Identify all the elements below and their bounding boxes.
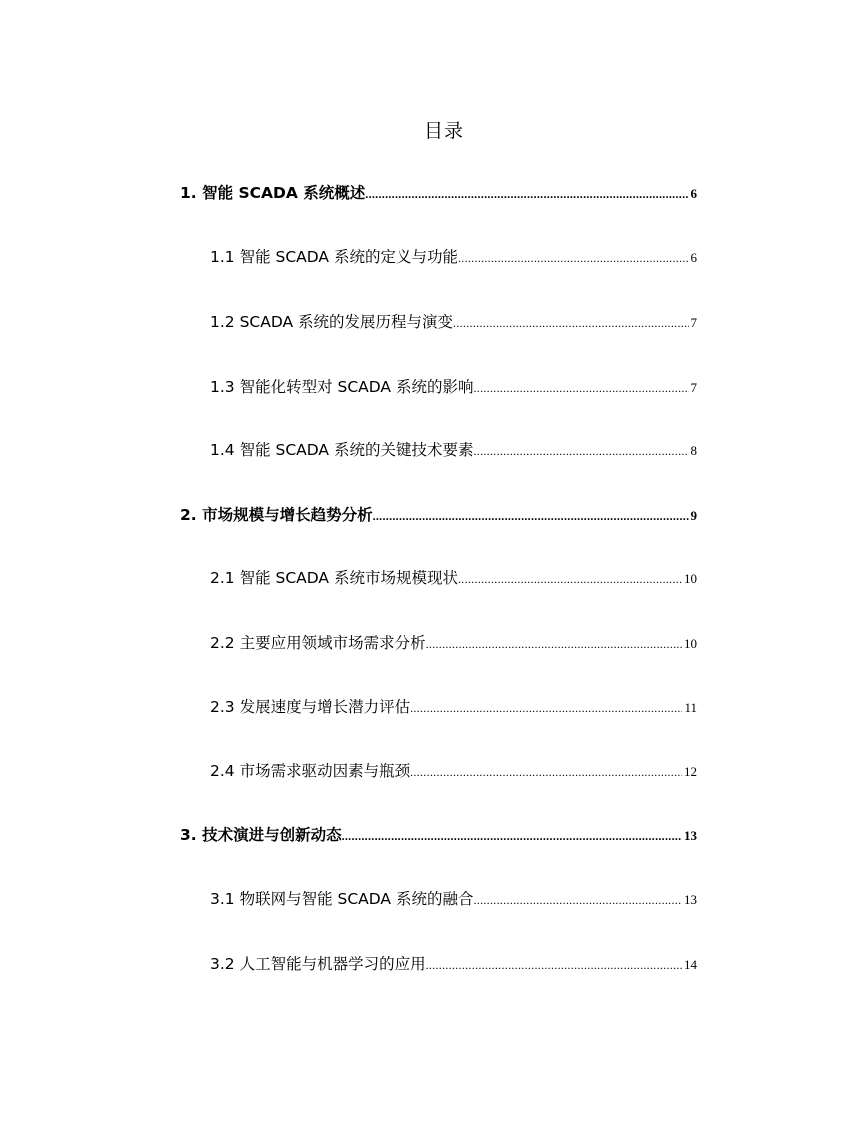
toc-entry-1-2[interactable] [210,310,697,334]
toc-entry-page: 7 [690,315,697,330]
toc-entry-2-3[interactable] [210,695,697,719]
toc-entry-label: 3.1 物联网与智能 SCADA 系统的融合 [210,890,474,908]
toc-entry-label: 2. 市场规模与增长趋势分析 [180,506,373,524]
toc-entry-1-1[interactable] [210,245,697,269]
toc-entry-page: 11 [684,700,697,715]
dot-leader [473,888,682,912]
toc-entry-3-2[interactable] [210,952,697,976]
toc-entry-label: 3.2 人工智能与机器学习的应用 [210,955,426,973]
toc-entry-3-1[interactable] [210,887,697,911]
toc-entry-2-1[interactable] [210,566,697,590]
toc-entry-page: 8 [690,443,697,458]
dot-leader [365,182,688,206]
dot-leader [458,246,689,270]
toc-entry-1-3[interactable] [210,375,697,399]
toc-entry-1-4[interactable] [210,438,697,462]
toc-title: 目录 [423,120,464,142]
toc-entry-2-2[interactable] [210,631,697,655]
dot-leader [410,696,682,720]
dot-leader [473,439,688,463]
toc-entry-page: 6 [690,186,697,201]
toc-entry-label: 1.3 智能化转型对 SCADA 系统的影响 [210,378,474,396]
toc-entry-label: 2.3 发展速度与增长潜力评估 [210,698,411,716]
toc-entry-page: 9 [690,508,697,523]
toc-entry-label: 1.1 智能 SCADA 系统的定义与功能 [210,248,458,266]
toc-entry-label: 2.2 主要应用领域市场需求分析 [210,634,426,652]
toc-entry-1[interactable] [180,181,697,205]
toc-entry-page: 10 [684,636,697,651]
toc-entry-page: 13 [684,828,697,843]
toc-entry-label: 1.4 智能 SCADA 系统的关键技术要素 [210,441,474,459]
dot-leader [458,567,682,591]
dot-leader [426,632,682,656]
toc-entry-2-4[interactable] [210,759,697,783]
dot-leader [410,760,682,784]
toc-entry-page: 6 [690,250,697,265]
dot-leader [373,504,689,528]
dot-leader [453,311,688,335]
toc-entry-page: 12 [684,764,697,779]
toc-entry-label: 2.4 市场需求驱动因素与瓶颈 [210,762,411,780]
toc-entry-page: 13 [684,892,697,907]
dot-leader [342,824,682,848]
dot-leader [426,953,682,977]
dot-leader [473,376,688,400]
toc-entry-page: 7 [690,380,697,395]
toc-entry-label: 1. 智能 SCADA 系统概述 [180,184,366,202]
toc-entry-3[interactable] [180,823,697,847]
toc-entry-label: 2.1 智能 SCADA 系统市场规模现状 [210,569,458,587]
toc-entry-page: 10 [684,571,697,586]
toc-entry-2[interactable] [180,503,697,527]
toc-entry-label: 3. 技术演进与创新动态 [180,826,342,844]
toc-entry-label: 1.2 SCADA 系统的发展历程与演变 [210,313,454,331]
toc-entry-page: 14 [684,957,697,972]
